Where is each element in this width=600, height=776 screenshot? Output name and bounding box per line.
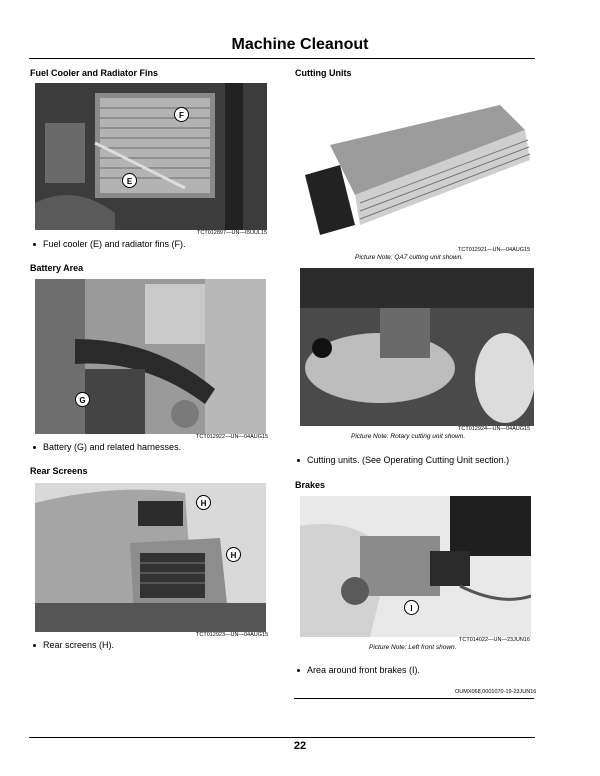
rear-screens-photo bbox=[35, 483, 266, 632]
page-number: 22 bbox=[293, 740, 307, 752]
bullet-item bbox=[33, 442, 181, 452]
footer-rule bbox=[29, 737, 535, 738]
section-heading-brakes: Brakes bbox=[295, 480, 326, 490]
page-title: Machine Cleanout bbox=[231, 36, 369, 53]
figure-code: TCT012921—UN—04AUG15 bbox=[458, 247, 531, 253]
section-heading-fuel: Fuel Cooler and Radiator Fins bbox=[30, 68, 159, 78]
document-code: OUMX068,0001070-19-23JUN16 bbox=[455, 689, 537, 695]
section-heading-rear: Rear Screens bbox=[30, 466, 88, 476]
callout-h: H bbox=[226, 547, 241, 562]
bullet-text: Battery (G) and related harnesses. bbox=[43, 442, 182, 452]
bullet-dot bbox=[33, 446, 36, 449]
figure-code: TCT012897—UN—09JUL15 bbox=[197, 230, 268, 236]
callout-i: I bbox=[404, 600, 419, 615]
callout-g: G bbox=[75, 392, 90, 407]
picture-note: Picture Note: Left front shown. bbox=[369, 644, 457, 651]
brakes-photo bbox=[300, 496, 531, 637]
figure-code: TCT012923—UN—04AUG15 bbox=[196, 632, 269, 638]
bullet-dot bbox=[33, 243, 36, 246]
bullet-text: Cutting units. (See Operating Cutting Unit section.) bbox=[307, 455, 510, 465]
bullet-dot bbox=[297, 669, 300, 672]
fuel-cooler-photo bbox=[35, 83, 267, 230]
bullet-item bbox=[33, 640, 114, 650]
callout-h: H bbox=[196, 495, 211, 510]
callout-f: F bbox=[174, 107, 189, 122]
battery-photo bbox=[35, 279, 266, 434]
picture-note: Picture Note: QA7 cutting unit shown. bbox=[355, 254, 464, 261]
bullet-text: Fuel cooler (E) and radiator fins (F). bbox=[43, 239, 186, 249]
figure-code: TCT012922—UN—04AUG15 bbox=[196, 434, 269, 440]
bullet-item bbox=[297, 455, 509, 465]
title-rule bbox=[29, 58, 535, 59]
section-heading-battery: Battery Area bbox=[30, 263, 84, 273]
bullet-dot bbox=[297, 459, 300, 462]
callout-e: E bbox=[122, 173, 137, 188]
figure-code: TCT014022—UN—23JUN16 bbox=[459, 637, 530, 643]
rotary-cutting-unit-photo bbox=[300, 268, 534, 426]
bullet-item bbox=[297, 665, 420, 675]
qa7-cutting-unit-photo bbox=[300, 85, 534, 247]
picture-note: Picture Note: Rotary cutting unit shown. bbox=[351, 433, 466, 440]
section-end-rule bbox=[294, 698, 534, 699]
bullet-item bbox=[33, 239, 186, 249]
figure-code: TCT012924—UN—04AUG15 bbox=[458, 426, 531, 432]
bullet-dot bbox=[33, 644, 36, 647]
bullet-text: Area around front brakes (I). bbox=[307, 665, 421, 675]
section-heading-cutting: Cutting Units bbox=[295, 68, 352, 78]
bullet-text: Rear screens (H). bbox=[43, 640, 115, 650]
